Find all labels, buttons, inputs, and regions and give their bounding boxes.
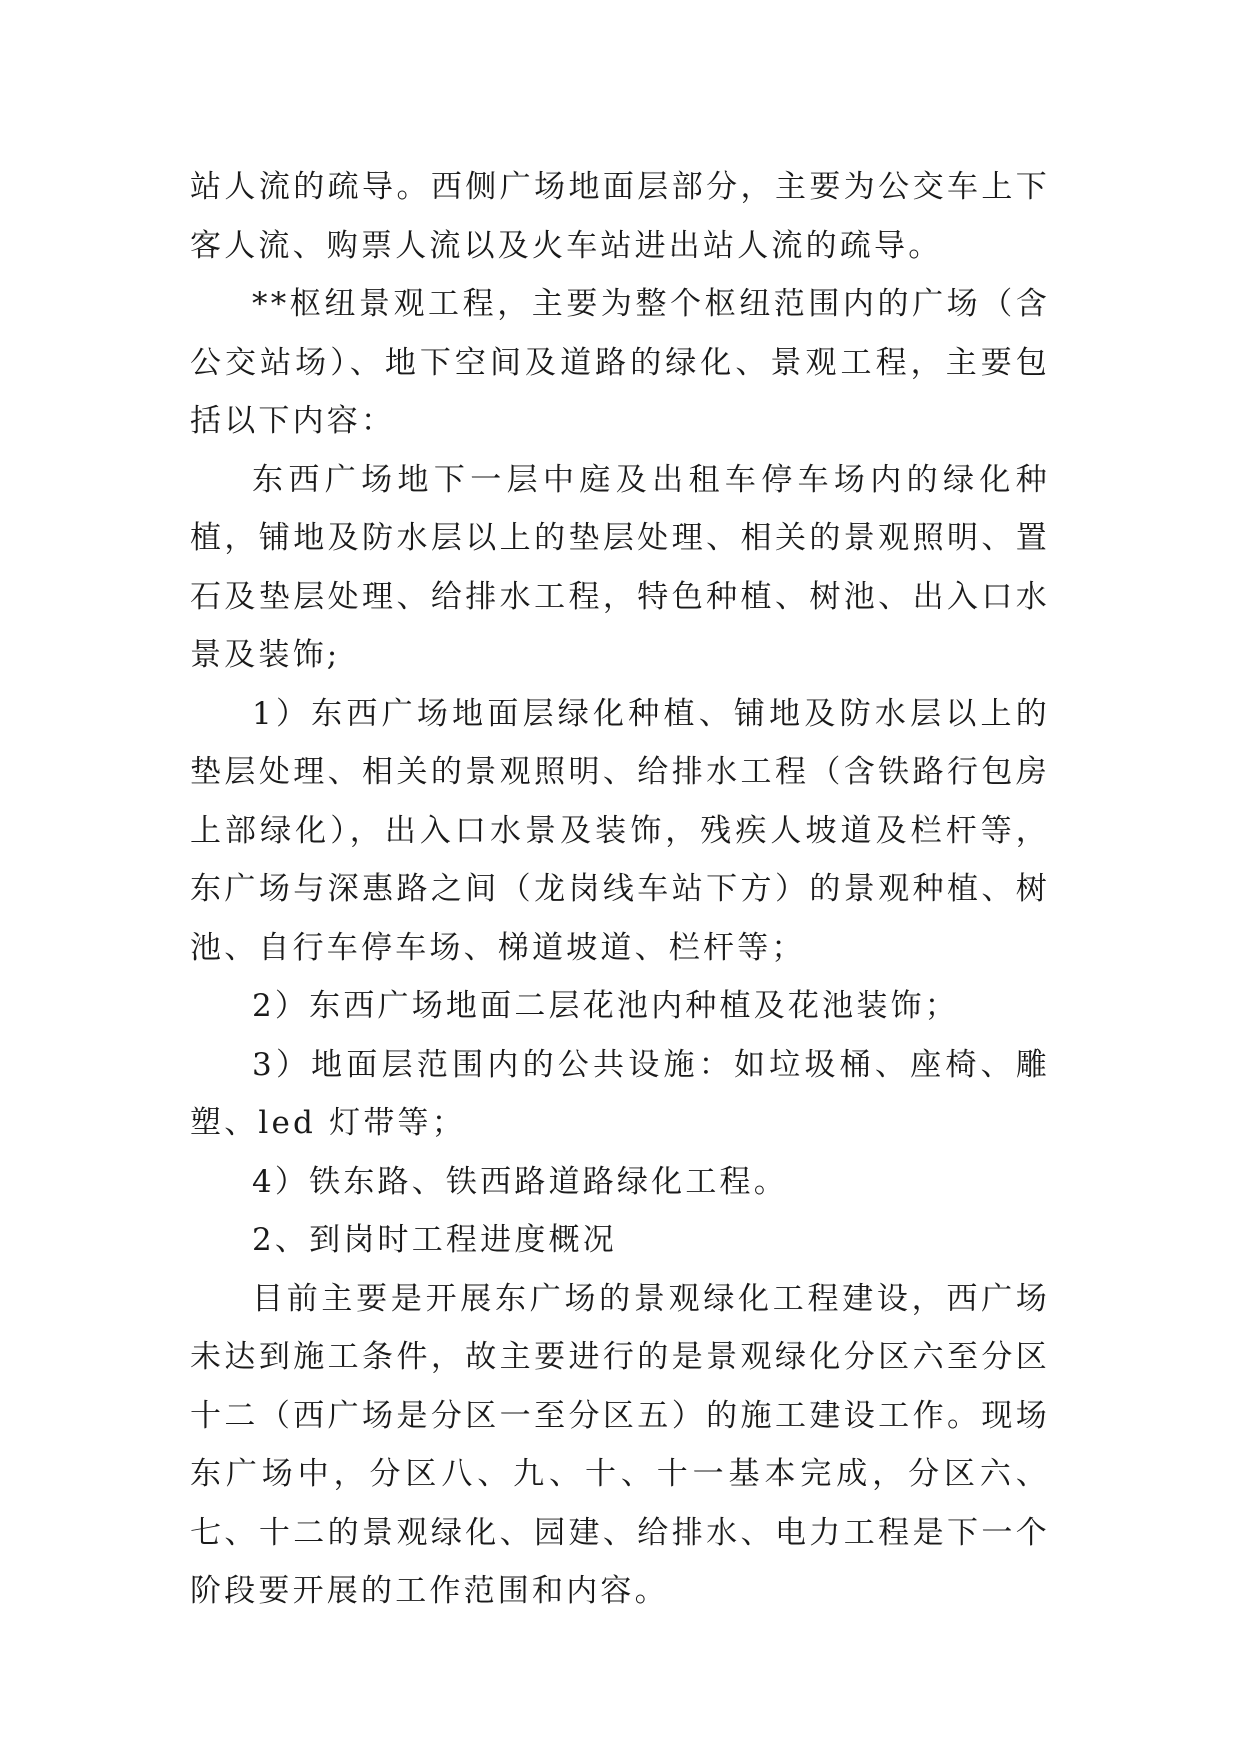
paragraph-5: 2）东西广场地面二层花池内种植及花池装饰； [252,988,959,1024]
paragraph-9: 目前主要是开展东广场的景观绿化工程建设，西广场未达到施工条件，故主要进行的是景观绿化分区六至分区十二（西广场是分区一至分区五）的施工建设工作。现场东广场中，分区八、九、十、十一基本完成，分区六、七、十二的景观绿化、园建、给排水、电力工程是下一个阶段要开展的工作范围和内容。 [190,1280,1050,1609]
paragraph-4: 1）东西广场地面层绿化种植、铺地及防水层以上的垫层处理、相关的景观照明、给排水工程（含铁路行包房上部绿化），出入口水景及装饰，残疾人坡道及栏杆等，东广场与深惠路之间（龙岗线车站下方）的景观种植、树池、自行车停车场、梯道坡道、栏杆等； [190,695,1050,966]
paragraph-1: 站人流的疏导。西侧广场地面层部分，主要为公交车上下客人流、购票人流以及火车站进出站人流的疏导。 [190,169,1050,264]
paragraph-7: 4）铁东路、铁西路道路绿化工程。 [252,1163,788,1200]
paragraph-2: **枢纽景观工程，主要为整个枢纽范围内的广场（含公交站场）、地下空间及道路的绿化、景观工程，主要包括以下内容： [190,286,1050,439]
paragraph-6: 3）地面层范围内的公共设施：如垃圾桶、座椅、雕塑、led 灯带等； [190,1046,1050,1141]
document-body [190,158,1050,1621]
paragraph-3: 东西广场地下一层中庭及出租车停车场内的绿化种植，铺地及防水层以上的垫层处理、相关的景观照明、置石及垫层处理、给排水工程，特色种植、树池、出入口水景及装饰; [190,461,1050,673]
section-heading: 2、到岗时工程进度概况 [252,1222,617,1258]
